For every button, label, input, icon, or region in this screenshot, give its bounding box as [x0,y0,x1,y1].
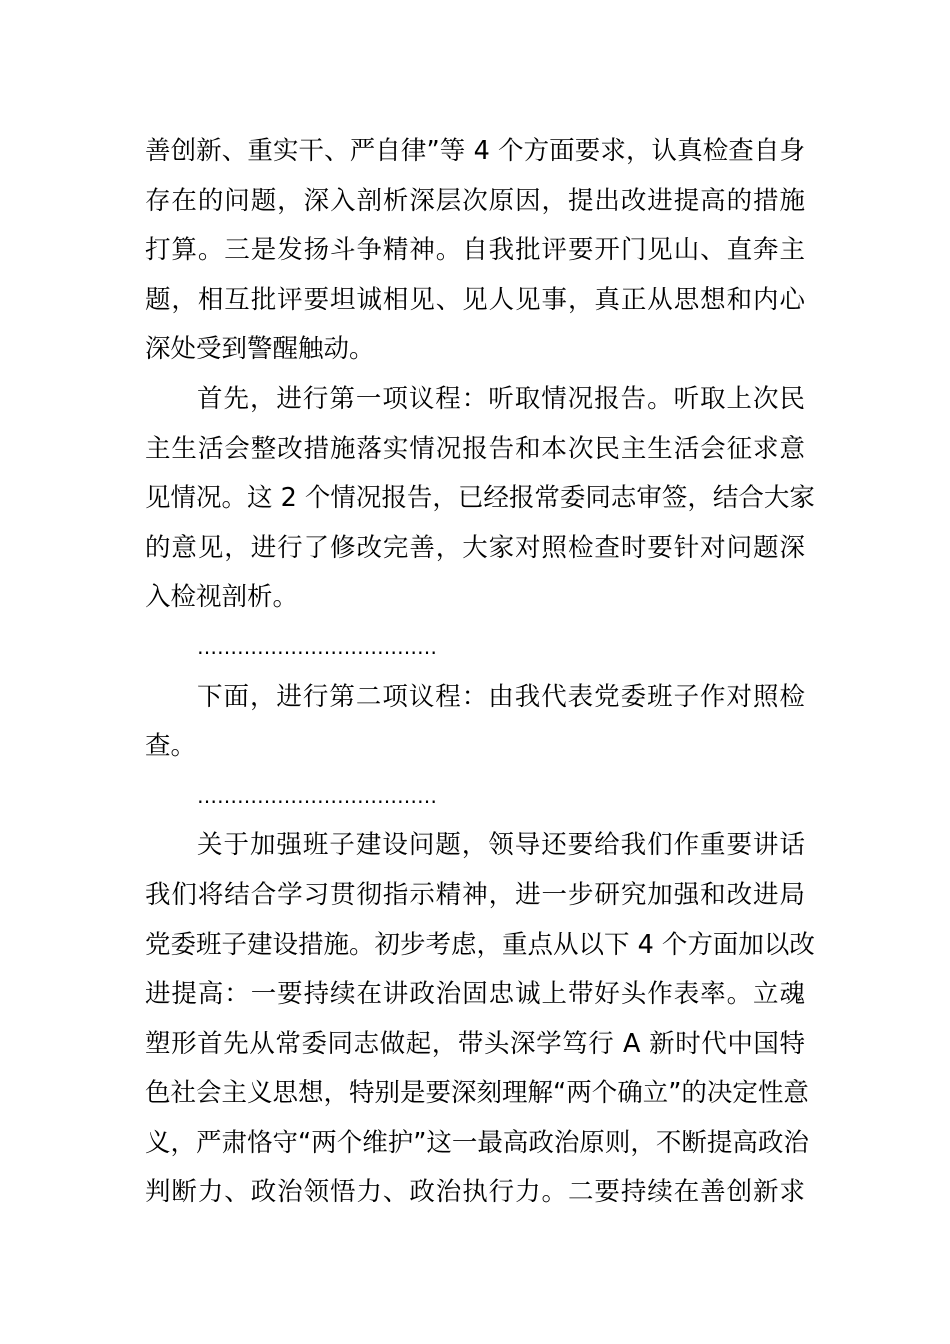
text-line: 深处受到警醒触动。 [145,334,375,365]
text-line: 主生活会整改措施落实情况报告和本次民主生活会征求意 [145,433,805,464]
text-line: 见情况。这 2 个情况报告，已经报常委同志审签，结合大家 [145,483,815,514]
text-line: 的意见，进行了修改完善，大家对照检查时要针对问题深 [145,532,805,563]
text-line: 判断力、政治领悟力、政治执行力。二要持续在善创新求 [145,1177,805,1208]
text-line: 我们将结合学习贯彻指示精神，进一步研究加强和改进局 [145,879,805,910]
text-line: 题，相互批评要坦诚相见、见人见事，真正从思想和内心 [145,284,805,315]
text-line: 善创新、重实干、严自律”等 4 个方面要求，认真检查自身 [145,136,805,166]
text-line: 塑形首先从常委同志做起，带头深学笃行 A 新时代中国特 [145,1028,805,1059]
text-line: 关于加强班子建设问题，领导还要给我们作重要讲话 [197,830,805,861]
text-line: 进提高：一要持续在讲政治固忠诚上带好头作表率。立魂 [145,979,805,1010]
text-line: 打算。三是发扬斗争精神。自我批评要开门见山、直奔主 [145,235,805,266]
text-line: 义，严肃恪守“两个维护”这一最高政治原则，不断提高政治 [145,1127,809,1158]
text-line: 查。 [145,731,197,762]
document-body [145,127,815,1218]
text-line: 下面，进行第二项议程：由我代表党委班子作对照检 [197,681,805,712]
ellipsis-separator: ……………………………… [197,634,437,659]
ellipsis-separator: ……………………………… [197,783,437,808]
text-line: 党委班子建设措施。初步考虑，重点从以下 4 个方面加以改 [145,929,815,960]
text-line: 入检视剖析。 [145,582,299,613]
text-line: 色社会主义思想，特别是要深刻理解“两个确立”的决定性意 [145,1078,809,1109]
text-line: 存在的问题，深入剖析深层次原因，提出改进提高的措施 [145,185,805,216]
text-line: 首先，进行第一项议程：听取情况报告。听取上次民 [197,383,805,414]
